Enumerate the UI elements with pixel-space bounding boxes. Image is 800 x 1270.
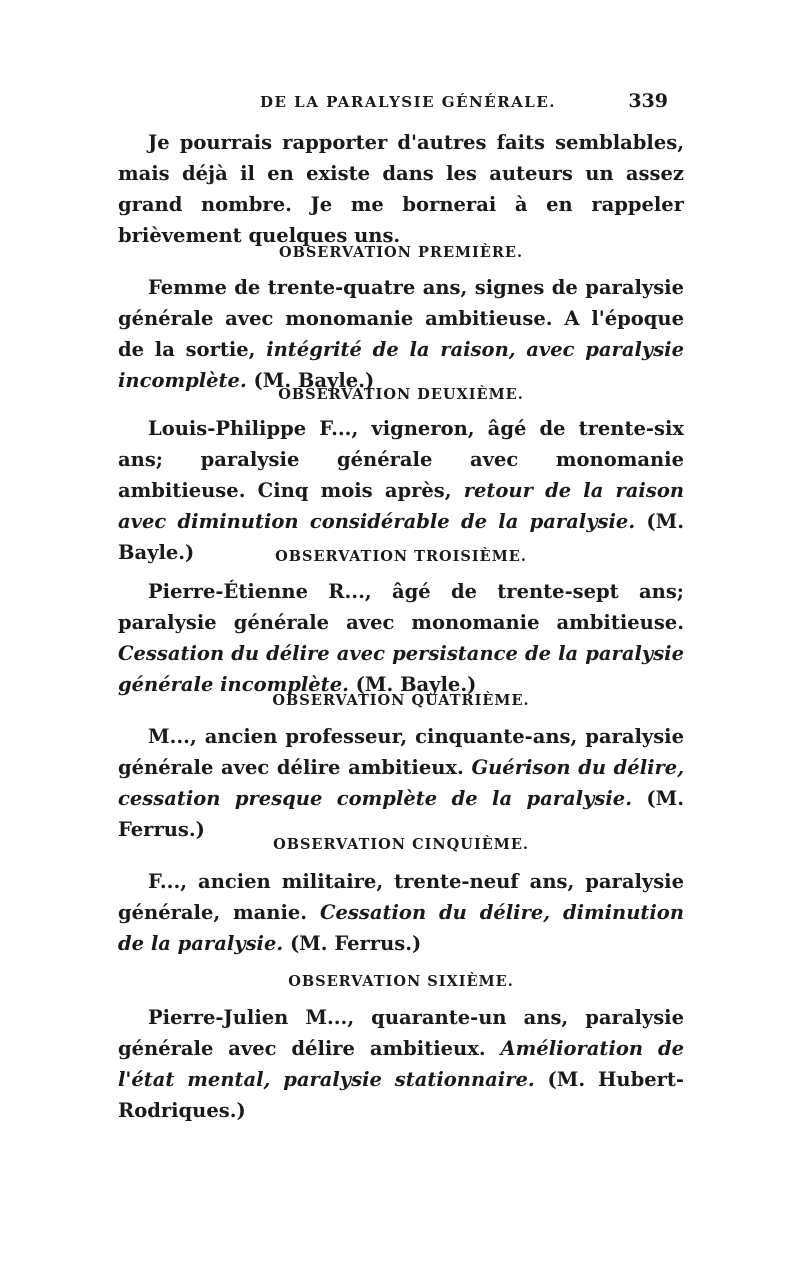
observation-heading-5: OBSERVATION CINQUIÈME. [273, 836, 529, 853]
observation-text-5: F..., ancien militaire, trente-neuf ans, paralysie générale, manie. [118, 870, 684, 924]
observation-paragraph-2 [118, 413, 684, 568]
observation-text-2: Louis-Philippe F..., vigneron, âgé de trente-six ans; paralysie générale avec monomanie ambitieuse. Cinq mois après, [118, 417, 684, 502]
observation-source-6: (M. Hubert-Rodriques.) [118, 1068, 684, 1122]
observation-source-2: (M. Bayle.) [118, 510, 685, 564]
observation-paragraph-5 [118, 866, 684, 959]
observation-text-3: Pierre-Étienne R..., âgé de trente-sept ans; paralysie générale avec monomanie ambitieuse. [118, 580, 684, 634]
running-title: DE LA PARALYSIE GÉNÉRALE. [260, 93, 556, 111]
observation-source-3: (M. Bayle.) [348, 673, 477, 696]
observation-paragraph-6 [118, 1002, 684, 1126]
observation-paragraph-4 [118, 721, 684, 845]
observation-heading-6: OBSERVATION SIXIÈME. [288, 973, 514, 990]
observation-source-5: (M. Ferrus.) [283, 932, 422, 955]
intro-paragraph [118, 127, 684, 251]
intro-text: Je pourrais rapporter d'autres faits semblables, mais déjà il en existe dans les auteurs un assez grand nombre. Je me bornerai à en rappeler brièvement quelques uns. [118, 131, 684, 247]
observation-source-1: (M. Bayle.) [246, 369, 375, 392]
observation-outcome-1: intégrité de la raison, avec paralysie incomplète. [118, 338, 684, 392]
observation-heading-3: OBSERVATION TROISIÈME. [275, 548, 527, 565]
observation-paragraph-3 [118, 576, 684, 700]
page-header [118, 90, 678, 123]
observation-heading-1: OBSERVATION PREMIÈRE. [278, 244, 524, 261]
observation-source-4: (M. Ferrus.) [118, 787, 684, 841]
observation-text-1: Femme de trente-quatre ans, signes de paralysie générale avec monomanie ambitieuse. A l'époque de la sortie, [118, 276, 684, 361]
page-number: 339 [628, 90, 668, 112]
observation-outcome-5: Cessation du délire, diminution de la paralysie. [118, 901, 684, 955]
observation-outcome-3: Cessation du délire avec persistance de la paralysie générale incomplète. [118, 642, 684, 696]
observation-heading-2: OBSERVATION DEUXIÈME. [278, 386, 524, 403]
observation-outcome-2: retour de la raison avec diminution considérable de la paralysie. [118, 479, 685, 533]
observation-outcome-4: Guérison du délire, cessation presque complète de la paralysie. [118, 756, 684, 810]
observation-outcome-6: Amélioration de l'état mental, paralysie stationnaire. [118, 1037, 684, 1091]
observation-heading-4: OBSERVATION QUATRIÈME. [272, 692, 530, 709]
observation-text-4: M..., ancien professeur, cinquante-ans, paralysie générale avec délire ambitieux. [118, 725, 684, 779]
observation-text-6: Pierre-Julien M..., quarante-un ans, paralysie générale avec délire ambitieux. [118, 1006, 684, 1060]
observation-paragraph-1 [118, 272, 684, 396]
